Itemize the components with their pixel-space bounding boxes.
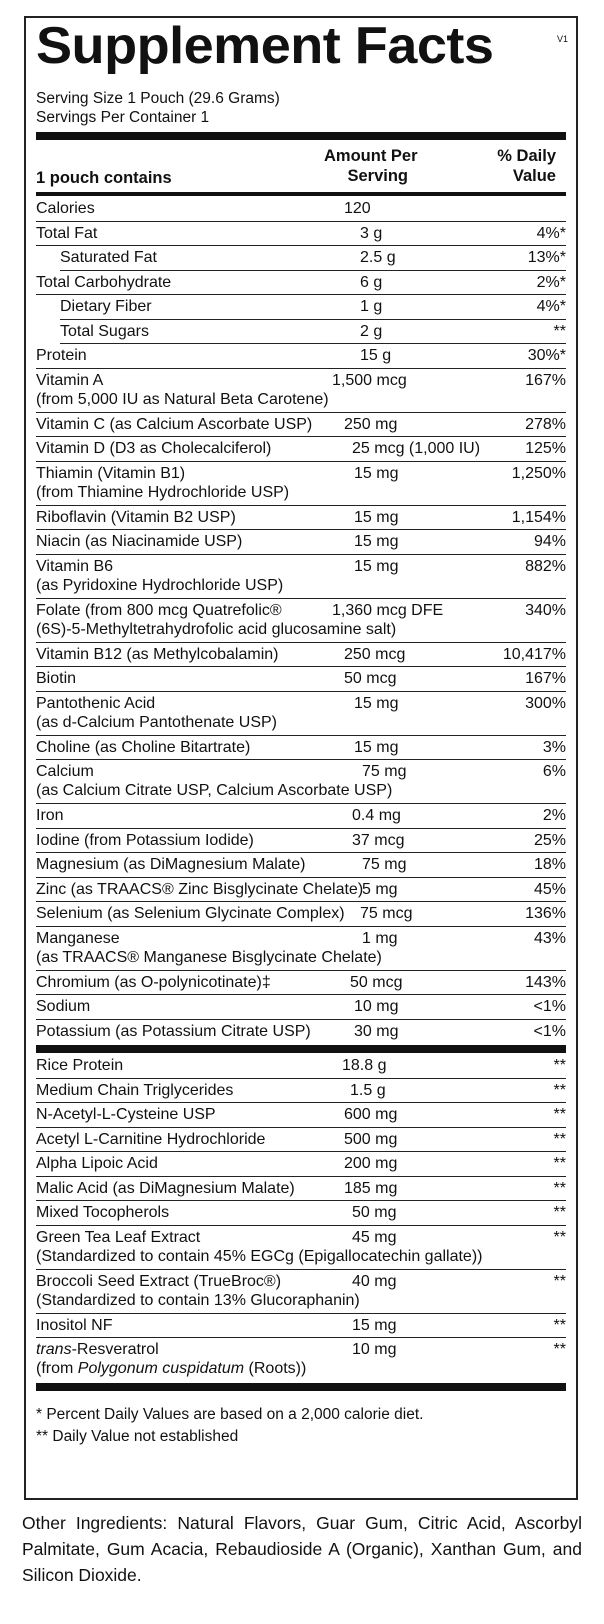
amount-per-serving: 75 mcg [360,905,413,922]
amount-per-serving: 15 mg [354,508,399,526]
daily-value: ** [553,1341,566,1358]
amount-per-serving: 15 mg [354,694,399,712]
amount-per-serving: 15 mg [354,533,399,550]
source-species: Polygonum cuspidatum [77,1360,245,1377]
nutrient-row [36,437,566,462]
amount-per-serving: 120 [344,200,371,217]
ingredient-row [36,1270,566,1314]
amount-per-serving: 500 mg [344,1130,398,1148]
amount-per-serving: 75 mg [362,856,407,873]
nutrient-source [36,1360,306,1378]
thick-divider-top [36,132,566,140]
macro-row [60,246,566,271]
daily-value: ** [553,1316,566,1334]
nutrient-name: Protein [36,347,87,364]
nutrient-name: Riboflavin (Vitamin B2 USP) [36,508,236,526]
daily-value: 882% [525,557,566,575]
amount-per-serving: 250 mg [344,415,398,433]
nutrient-name: Acetyl L-Carnitine Hydrochloride [36,1130,266,1148]
version-label: V1 [556,34,568,44]
amount-per-serving: 6 g [360,273,383,291]
amount-per-serving: 15 mg [354,464,399,482]
nutrient-name: Niacin (as Niacinamide USP) [36,533,243,550]
daily-value: <1% [533,1022,566,1040]
nutrient-row [36,462,566,506]
nutrient-name: Broccoli Seed Extract (TrueBroc®) [36,1272,282,1290]
nutrient-name: Total Carbohydrate [36,273,172,291]
daily-value: 4%* [536,298,566,315]
daily-value: ** [553,1130,566,1148]
nutrient-name: Vitamin C (as Calcium Ascorbate USP) [36,415,313,433]
daily-value: 167% [525,371,566,389]
header-dv-line1: % Daily [497,147,556,165]
daily-value: ** [553,1057,566,1074]
amount-per-serving: 18.8 g [342,1057,387,1074]
amount-per-serving: 15 mg [354,557,399,575]
amount-per-serving: 2.5 g [360,249,396,266]
nutrient-source: (as Pyridoxine Hydrochloride USP) [36,576,284,594]
nutrient-name: Magnesium (as DiMagnesium Malate) [36,856,306,873]
nutrient-row [36,804,566,829]
ingredient-row [36,1226,566,1270]
amount-per-serving: 1,360 mcg DFE [332,601,444,619]
amount-per-serving: 1.5 g [350,1081,386,1099]
nutrient-name: Sodium [36,998,91,1015]
daily-value: ** [553,1179,566,1197]
supplement-facts-panel [24,16,578,1500]
daily-value: 10,417% [502,645,566,663]
daily-value: 43% [533,929,566,947]
daily-value: 4%* [536,224,566,242]
nutrient-row [36,692,566,736]
nutrient-name: Thiamin (Vitamin B1) [36,464,186,482]
nutrient-name: Green Tea Leaf Extract [36,1228,201,1246]
nutrient-row [36,599,566,643]
daily-value: 340% [525,601,566,619]
nutrient-name: Chromium (as O-polynicotinate)‡ [36,973,271,991]
amount-per-serving: 0.4 mg [352,807,401,824]
daily-value: 6% [542,763,566,780]
amount-per-serving: 5 mg [362,880,398,898]
amount-per-serving: 37 mcg [352,831,405,849]
daily-value: 300% [525,694,566,712]
nutrient-name: Iodine (from Potassium Iodide) [36,831,254,849]
header-amount-line2: Serving [347,167,409,185]
nutrient-row [36,369,566,413]
nutrient-row [36,878,566,903]
amount-per-serving: 15 mg [352,1316,397,1334]
nutrient-row [36,1020,566,1045]
nutrient-source: (as Calcium Citrate USP, Calcium Ascorbate USP) [36,782,393,799]
daily-value: ** [553,322,566,340]
header-amount-line1: Amount Per [324,147,418,165]
macro-row [36,271,566,296]
nutrient-name: Vitamin A [36,371,104,389]
daily-value: ** [553,1272,566,1290]
daily-value: 45% [533,880,566,898]
daily-value: 3% [542,738,566,756]
amount-per-serving: 200 mg [344,1155,398,1172]
daily-value: ** [553,1081,566,1099]
header-amount-per-serving [324,146,418,186]
daily-value: 278% [525,415,566,433]
ingredient-row [36,1338,566,1382]
ingredient-row [36,1079,566,1104]
nutrient-name: Biotin [36,670,77,687]
ingredient-row [36,1152,566,1177]
nutrient-source: (Standardized to contain 13% Glucoraphanin) [36,1291,360,1309]
nutrient-name: Vitamin D (D3 as Cholecalciferol) [36,440,272,457]
nutrient-name: Dietary Fiber [60,298,152,315]
nutrient-name: Calories [36,200,95,217]
nutrient-row [36,995,566,1020]
nutrient-name: Vitamin B6 [36,557,114,575]
daily-value: 125% [525,440,566,457]
calories-row [36,197,566,222]
other-ingredients: Other Ingredients: Natural Flavors, Guar Gum, Citric Acid, Ascorbyl Palmitate, Gum Acacia, Rebaudioside A (Organic), Xanthan Gum, and Silicon Dioxide. [22,1513,582,1585]
daily-value: 1,250% [511,464,566,482]
daily-value: ** [553,1106,566,1123]
amount-per-serving: 3 g [360,224,383,242]
ingredient-row [36,1201,566,1226]
nutrient-source: (from Thiamine Hydrochloride USP) [36,483,290,501]
amount-per-serving: 15 mg [354,738,399,756]
source-suffix: (Roots)) [244,1360,307,1377]
nutrient-row [36,971,566,996]
nutrient-row [36,736,566,761]
daily-value: 25% [533,831,566,849]
nutrient-name: Medium Chain Triglycerides [36,1081,234,1099]
nutrient-name: Iron [36,807,64,824]
amount-per-serving: 45 mg [352,1228,397,1246]
header-daily-value [497,146,556,186]
amount-per-serving: 50 mg [352,1204,397,1221]
amount-per-serving: 50 mcg [344,670,397,687]
servings-per-container: Servings Per Container 1 [36,109,210,126]
nutrient-name: Mixed Tocopherols [36,1204,170,1221]
nutrient-row [36,902,566,927]
nutrient-name: Inositol NF [36,1316,113,1334]
amount-per-serving: 2 g [360,322,383,340]
daily-value: ** [553,1204,566,1221]
daily-value: 18% [533,856,566,873]
nutrient-row [36,506,566,531]
daily-value: 94% [533,533,566,550]
amount-per-serving: 1 g [360,298,383,315]
macro-row [60,320,566,345]
nutrient-name: Saturated Fat [60,249,157,266]
amount-per-serving: 50 mcg [350,973,403,991]
nutrient-row [36,555,566,599]
amount-per-serving: 185 mg [344,1179,398,1197]
thick-divider-middle [36,1045,566,1053]
amount-per-serving: 1 mg [362,929,398,947]
ingredient-row [36,1103,566,1128]
header-pouch-contains: 1 pouch contains [36,169,172,187]
nutrient-source: (6S)-5-Methyltetrahydrofolic acid glucosamine salt) [36,620,397,638]
nutrient-name-italic: trans [36,1341,72,1358]
daily-value: 1,154% [511,508,566,526]
amount-per-serving: 10 mg [352,1341,397,1358]
ingredient-row [36,1314,566,1339]
daily-value: 143% [525,973,566,991]
nutrient-source: (as TRAACS® Manganese Bisglycinate Chelate) [36,948,382,966]
daily-value: 13%* [527,249,566,266]
amount-per-serving: 15 g [360,347,392,364]
nutrient-name: Potassium (as Potassium Citrate USP) [36,1022,311,1040]
nutrient-name: Choline (as Choline Bitartrate) [36,738,251,756]
nutrient-name: Total Sugars [60,322,149,340]
nutrient-name: Rice Protein [36,1057,124,1074]
nutrient-name: Malic Acid (as DiMagnesium Malate) [36,1179,295,1197]
footnote-percent-dv: * Percent Daily Values are based on a 2,000 calorie diet. [36,1406,424,1423]
nutrient-row [36,829,566,854]
nutrient-row [36,643,566,668]
source-prefix: (from [36,1360,78,1377]
nutrient-name: Calcium [36,763,94,780]
medium-divider [36,192,566,196]
thick-divider-bottom [36,1383,566,1391]
macro-row [36,344,566,369]
amount-per-serving: 10 mg [354,998,399,1015]
nutrient-row [36,413,566,438]
nutrient-name: Pantothenic Acid [36,694,156,712]
amount-per-serving: 250 mcg [344,645,406,663]
footnote-dv-not-established: ** Daily Value not established [36,1428,239,1445]
panel-title: Supplement Facts [36,17,494,75]
ingredient-row [36,1128,566,1153]
nutrient-name: Manganese [36,929,120,947]
amount-per-serving: 600 mg [344,1106,398,1123]
daily-value: 2%* [536,273,566,291]
nutrient-name: Selenium (as Selenium Glycinate Complex) [36,905,345,922]
nutrient-name: N-Acetyl-L-Cysteine USP [36,1106,216,1123]
amount-per-serving: 25 mcg (1,000 IU) [352,440,481,457]
daily-value: <1% [533,998,566,1015]
amount-per-serving: 30 mg [354,1022,399,1040]
ingredient-row [36,1054,566,1079]
amount-per-serving: 40 mg [352,1272,397,1290]
nutrient-name: Alpha Lipoic Acid [36,1155,158,1172]
daily-value: 136% [525,905,566,922]
daily-value: 2% [542,807,566,824]
amount-per-serving: 75 mg [362,763,407,780]
nutrient-row [36,853,566,878]
serving-size: Serving Size 1 Pouch (29.6 Grams) [36,90,280,107]
ingredient-row [36,1177,566,1202]
macro-row [36,222,566,247]
nutrient-row [36,927,566,971]
daily-value: ** [553,1155,566,1172]
nutrient-row [36,667,566,692]
nutrient-source: (Standardized to contain 45% EGCg (Epigallocatechin gallate)) [36,1247,483,1265]
amount-per-serving: 1,500 mcg [332,371,407,389]
nutrient-name: Vitamin B12 (as Methylcobalamin) [36,645,279,663]
nutrient-name [36,1341,159,1359]
daily-value: 30%* [527,347,566,364]
nutrient-row [36,530,566,555]
header-dv-line2: Value [512,167,556,185]
daily-value: 167% [525,670,566,687]
nutrient-name: Total Fat [36,224,98,242]
nutrient-name-rest: -Resveratrol [71,1341,159,1358]
nutrient-source: (as d-Calcium Pantothenate USP) [36,713,277,731]
daily-value: ** [553,1228,566,1246]
nutrient-name: Folate (from 800 mcg Quatrefolic® [36,601,282,619]
nutrient-row [36,760,566,804]
macro-row [60,295,566,320]
nutrient-source: (from 5,000 IU as Natural Beta Carotene) [36,390,329,408]
nutrient-name: Zinc (as TRAACS® Zinc Bisglycinate Chelate) [36,880,364,898]
